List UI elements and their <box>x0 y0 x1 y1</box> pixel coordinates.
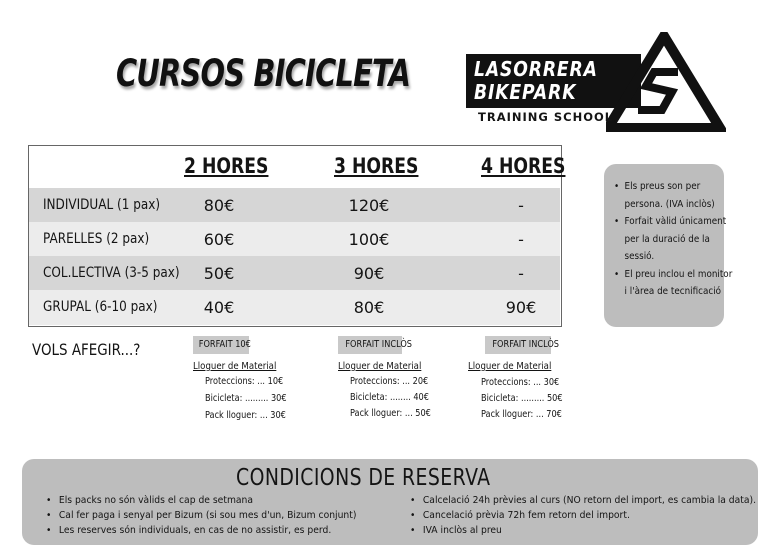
price-4h: - <box>518 230 524 249</box>
notes-list <box>614 178 733 301</box>
rental-line: Bicicleta: ........ 40€ <box>350 392 429 403</box>
page-title: CURSOS BICICLETA <box>116 52 411 95</box>
condition-item: • Cal fer paga i senyal per Bizum (si sou mes d'un, Bizum conjunt) <box>46 508 356 523</box>
table-row <box>29 188 560 222</box>
price-4h: - <box>518 264 524 283</box>
rental-line: Proteccions: ... 10€ <box>205 376 284 387</box>
price-3h: 90€ <box>353 264 385 283</box>
forfait-badge-2h <box>193 336 249 354</box>
booking-conditions <box>22 459 758 545</box>
price-3h: 80€ <box>353 298 385 317</box>
price-2h: 40€ <box>203 298 235 317</box>
price-3h: 120€ <box>348 196 390 215</box>
note-item: • El preu inclou el monitor i l'àrea de tecnificació <box>614 266 737 301</box>
logo-subtitle: TRAINING SCHOOL <box>478 110 614 124</box>
logo-line-1: LASORRERA <box>474 57 598 81</box>
forfait-label: FORFAIT INCLÒS <box>492 339 560 350</box>
price-table <box>28 145 566 327</box>
bikepark-logo <box>466 32 726 132</box>
condition-item: • Les reserves són individuals, en cas de no assistir, es perd. <box>46 523 356 538</box>
rental-line: Proteccions: ... 20€ <box>350 376 429 387</box>
row-label: GRUPAL (6-10 pax) <box>43 299 158 315</box>
forfait-badge-3h <box>338 336 413 354</box>
note-item: • Els preus son per persona. (IVA inclòs) <box>614 178 737 213</box>
conditions-list-left <box>46 493 383 538</box>
rental-heading: Lloguer de Material <box>338 361 422 372</box>
extras-title: VOLS AFEGIR...? <box>32 340 141 359</box>
table-row <box>29 256 560 290</box>
price-4h: - <box>518 196 524 215</box>
table-header-row <box>29 146 566 188</box>
header-2h: 2 HORES <box>184 154 269 178</box>
logo-triangle-icon <box>606 32 726 132</box>
forfait-label: FORFAIT 10€ <box>198 339 251 350</box>
price-4h: 90€ <box>505 298 537 317</box>
forfait-badge-4h <box>485 336 560 354</box>
rental-line: Proteccions: ... 30€ <box>481 377 560 388</box>
note-item: • Forfait vàlid únicament per la duració de la sessió. <box>614 213 737 266</box>
price-2h: 50€ <box>203 264 235 283</box>
forfait-label: FORFAIT INCLÒS <box>345 339 413 350</box>
rental-line: Bicicleta: ......... 50€ <box>481 393 563 404</box>
row-label: INDIVIDUAL (1 pax) <box>43 197 161 213</box>
rental-heading: Lloguer de Material <box>468 361 552 372</box>
conditions-list-right <box>410 493 780 538</box>
row-label: PARELLES (2 pax) <box>43 231 150 247</box>
logo-line-2: BIKEPARK <box>474 80 577 104</box>
condition-item: • Calcelació 24h prèvies al curs (NO retorn del import, es cambia la data). <box>410 493 756 508</box>
condition-item: • Els packs no són vàlids el cap de setmana <box>46 493 356 508</box>
rental-line: Pack lloguer: ... 50€ <box>350 408 431 419</box>
table-row <box>29 222 560 256</box>
rental-line: Pack lloguer: ... 70€ <box>481 409 562 420</box>
header-4h: 4 HORES <box>481 154 566 178</box>
price-2h: 60€ <box>203 230 235 249</box>
conditions-title: CONDICIONS DE RESERVA <box>236 465 491 491</box>
header-3h: 3 HORES <box>334 154 419 178</box>
pricing-notes <box>604 164 733 327</box>
rental-line: Pack lloguer: ... 30€ <box>205 410 286 421</box>
rental-heading: Lloguer de Material <box>193 361 277 372</box>
row-label: COL.LECTIVA (3-5 pax) <box>43 265 180 281</box>
condition-item: • IVA inclòs al preu <box>410 523 756 538</box>
rental-line: Bicicleta: ......... 30€ <box>205 393 287 404</box>
table-row <box>29 290 560 325</box>
condition-item: • Cancelació prèvia 72h fem retorn del import. <box>410 508 756 523</box>
price-3h: 100€ <box>348 230 390 249</box>
price-2h: 80€ <box>203 196 235 215</box>
